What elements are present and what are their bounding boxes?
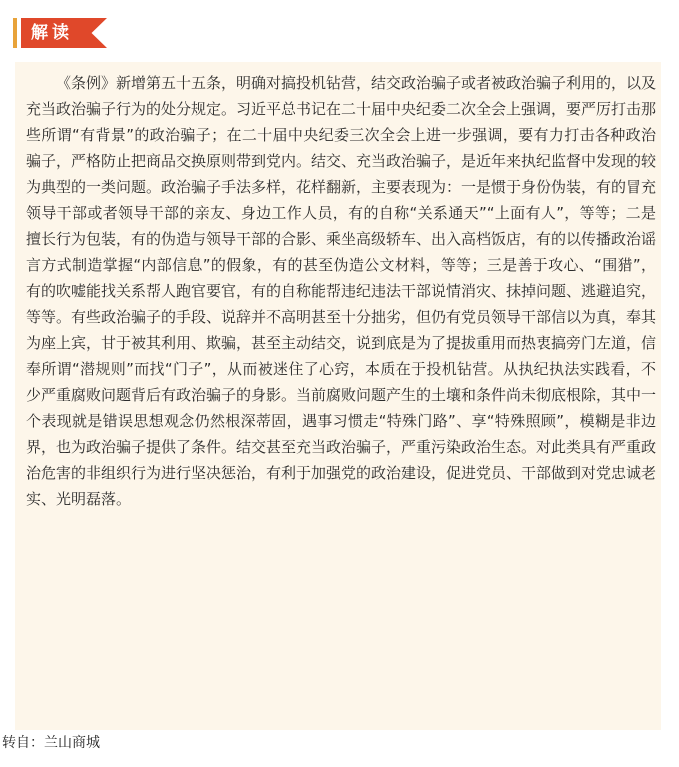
header-accent-bar [13,18,17,48]
section-header [13,18,103,48]
source-credit: 转自：兰山商城 [2,735,100,751]
section-title: 解读 [31,23,73,43]
article-body: 《条例》新增第五十五条，明确对搞投机钻营，结交政治骗子或者被政治骗子利用的，以及充当政治骗子行为的处分规定。习近平总书记在二十届中央纪委二次全会上强调，要严厉打击那些所谓“有背景”的政治骗子；在二十届中央纪委三次全会上进一步强调，要有力打击各种政治骗子，严格防止把商品交换原则带到党内。结交、充当政治骗子，是近年来执纪监督中发现的较为典型的一类问题。政治骗子手法多样，花样翻新，主要表现为：一是惯于身份伪装，有的冒充领导干部或者领导干部的亲友、身边工作人员，有的自称“关系通天”“上面有人”，等等；二是擅长行为包装，有的伪造与领导干部的合影、乘坐高级轿车、出入高档饭店，有的以传播政治谣言方式制造掌握“内部信息”的假象，有的甚至伪造公文材料，等等；三是善于攻心、“围猎”，有的吹嘘能找关系帮人跑官要官，有的自称能帮违纪违法干部说情消灾、抹掉问题、逃避追究，等等。有些政治骗子的手段、说辞并不高明甚至十分拙劣，但仍有党员领导干部信以为真，奉其为座上宾，甘于被其利用、欺骗，甚至主动结交，说到底是为了提拔重用而热衷搞旁门左道，信奉所谓“潜规则”而找“门子”，从而被迷住了心窍，本质在于投机钻营。从执纪执法实践看，不少严重腐败问题背后有政治骗子的身影。当前腐败问题产生的土壤和条件尚未彻底根除，其中一个表现就是错误思想观念仍然根深蒂固，遇事习惯走“特殊门路”、享“特殊照顾”，模糊是非边界，也为政治骗子提供了条件。结交甚至充当政治骗子，严重污染政治生态。对此类具有严重政治危害的非组织行为进行坚决惩治，有利于加强党的政治建设，促进党员、干部做到对党忠诚老实、光明磊落。 [26,74,657,508]
